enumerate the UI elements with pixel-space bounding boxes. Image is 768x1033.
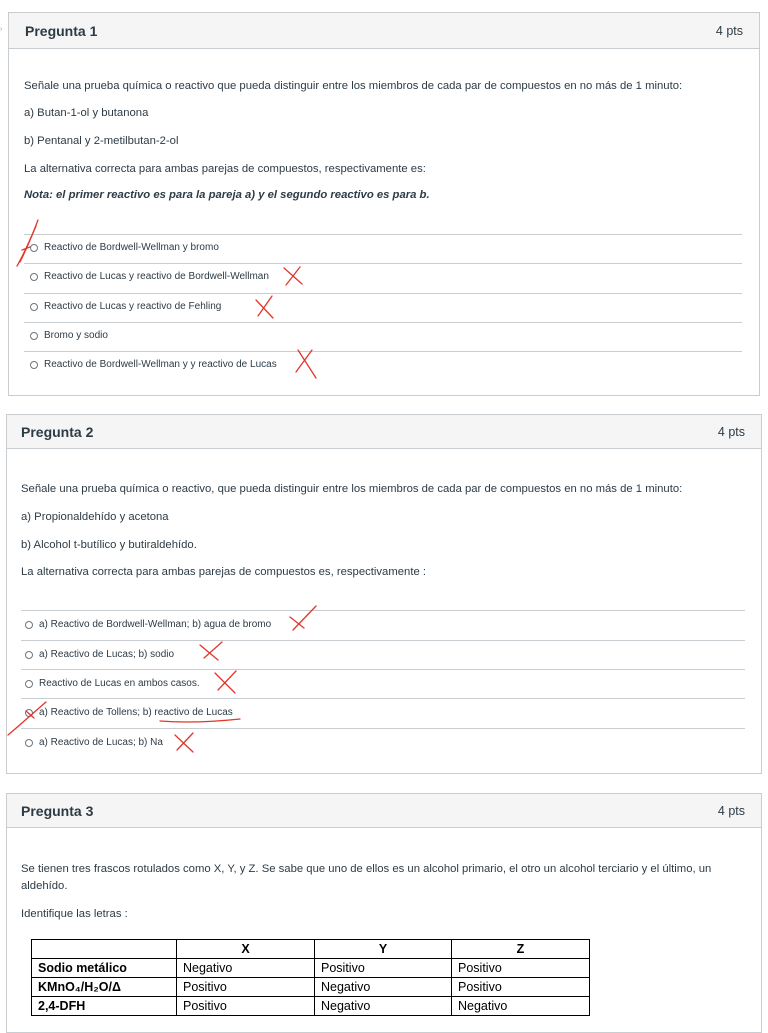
table-header-cell [32, 940, 177, 959]
answer-label: Bromo y sodio [44, 330, 108, 341]
radio-button[interactable] [30, 273, 38, 281]
table-header-cell: Y [315, 940, 452, 959]
table-row [32, 959, 590, 978]
question-note: Nota: el primer reactivo es para la pareja a) y el segundo reactivo es para b. [24, 189, 430, 201]
answer-label: Reactivo de Bordwell-Wellman y y reactivo de Lucas [44, 359, 277, 370]
answer-divider [24, 322, 742, 323]
question-header-2 [7, 415, 761, 449]
reagent-results-table [31, 939, 590, 1016]
pair-b-text: b) Pentanal y 2-metilbutan-2-ol [24, 135, 179, 147]
question-points: 4 pts [715, 24, 743, 38]
answer-option[interactable] [25, 698, 233, 727]
row-label: KMnO₄/H₂O/Δ [32, 978, 177, 997]
answer-label: Reactivo de Lucas y reactivo de Bordwell-Wellman [44, 271, 269, 282]
answer-option[interactable] [30, 292, 221, 321]
question-title: Pregunta 3 [21, 803, 94, 819]
pair-a-text: a) Butan-1-ol y butanona [24, 107, 149, 119]
row-label: 2,4-DFH [32, 997, 177, 1016]
answer-option[interactable] [25, 728, 163, 757]
row-label: Sodio metálico [32, 959, 177, 978]
question-instruction: La alternativa correcta para ambas parejas de compuestos, respectivamente es: [24, 163, 426, 175]
table-cell: Negativo [315, 997, 452, 1016]
table-row [32, 978, 590, 997]
answer-label: a) Reactivo de Bordwell-Wellman; b) agua de bromo [39, 619, 272, 630]
radio-button[interactable] [30, 361, 38, 369]
radio-button[interactable] [30, 303, 38, 311]
radio-button[interactable] [25, 621, 33, 629]
table-cell: Positivo [315, 959, 452, 978]
answer-option[interactable] [30, 321, 108, 350]
answer-option[interactable] [30, 233, 219, 262]
pair-a-text: a) Propionaldehído y acetona [21, 511, 169, 523]
question-prompt: Señale una prueba química o reactivo, que pueda distinguir entre los miembros de cada par de compuestos en no más de 1 minuto: [21, 483, 683, 495]
question-points: 4 pts [717, 804, 745, 818]
answer-option[interactable] [25, 669, 200, 698]
question-instruction: Identifique las letras : [21, 908, 128, 920]
radio-button[interactable] [25, 709, 33, 717]
answer-option[interactable] [30, 350, 277, 379]
table-header-cell: Z [452, 940, 590, 959]
question-header-3 [7, 794, 761, 828]
answer-label: a) Reactivo de Lucas; b) Na [39, 737, 163, 748]
radio-button[interactable] [30, 244, 38, 252]
question-prompt: Señale una prueba química o reactivo que pueda distinguir entre los miembros de cada par de compuestos en no más de 1 minuto: [24, 80, 683, 92]
table-row [32, 997, 590, 1016]
answer-label: a) Reactivo de Tollens; b) reactivo de Lucas [39, 707, 233, 718]
radio-button[interactable] [25, 651, 33, 659]
answer-option[interactable] [25, 640, 174, 669]
question-instruction: La alternativa correcta para ambas parejas de compuestos es, respectivamente : [21, 566, 427, 578]
answer-label: a) Reactivo de Lucas; b) sodio [39, 649, 175, 660]
question-prompt: Se tienen tres frascos rotulados como X, Y, y Z. Se sabe que uno de ellos es un alcohol primario, el otro un alcohol terciario y el último, un aldehído. [21, 863, 712, 892]
table-header-row [32, 940, 590, 959]
table-cell: Positivo [177, 978, 315, 997]
collapse-arrow-icon: › [0, 26, 3, 33]
question-points: 4 pts [717, 425, 745, 439]
question-title: Pregunta 1 [25, 23, 98, 39]
table-cell: Negativo [452, 997, 590, 1016]
table-cell: Positivo [452, 959, 590, 978]
table-cell: Negativo [315, 978, 452, 997]
answer-label: Reactivo de Lucas en ambos casos. [39, 678, 200, 689]
question-card-1 [8, 12, 760, 396]
table-cell: Positivo [177, 997, 315, 1016]
radio-button[interactable] [25, 680, 33, 688]
table-header-cell: X [177, 940, 315, 959]
answer-label: Reactivo de Bordwell-Wellman y bromo [44, 242, 219, 253]
table-cell: Positivo [452, 978, 590, 997]
pair-b-text: b) Alcohol t-butílico y butiraldehído. [21, 539, 197, 551]
radio-button[interactable] [25, 739, 33, 747]
question-header-1 [9, 13, 759, 49]
answer-option[interactable] [30, 262, 269, 291]
radio-button[interactable] [30, 332, 38, 340]
answer-label: Reactivo de Lucas y reactivo de Fehling [44, 301, 222, 312]
question-title: Pregunta 2 [21, 424, 94, 440]
answer-option[interactable] [25, 610, 271, 639]
table-cell: Negativo [177, 959, 315, 978]
